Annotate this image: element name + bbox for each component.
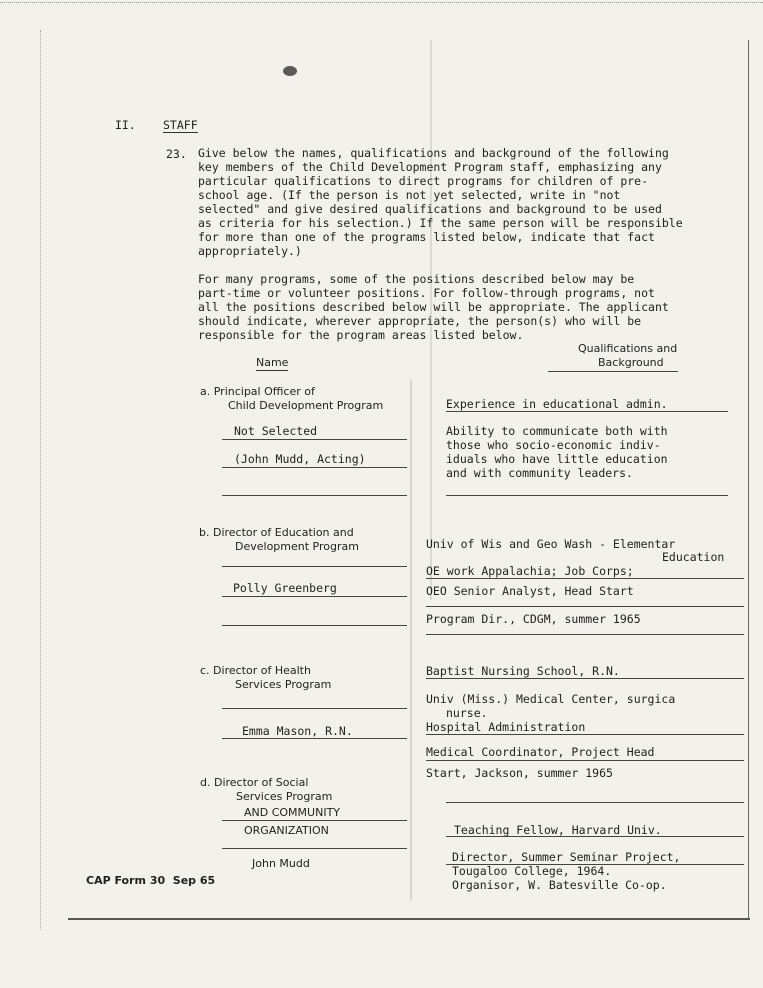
qual-rule	[446, 836, 744, 837]
bottom-border-line	[68, 918, 750, 920]
top-dotted-edge	[0, 2, 763, 3]
note-line: For many programs, some of the positions described below may be	[198, 272, 635, 286]
qualification-line: Tougaloo College, 1964.	[452, 864, 612, 878]
note-line: all the positions described below will be appropriate. The applicant	[198, 300, 669, 314]
intro-line: Give below the names, qualifications and background of the following	[198, 146, 669, 160]
section-number: II.	[115, 118, 136, 132]
position-label: b. Director of Education and	[199, 526, 354, 539]
name-rule	[222, 467, 407, 468]
qualification-line: Start, Jackson, summer 1965	[426, 766, 613, 780]
qualification-line: nurse.	[446, 706, 488, 720]
qual-rule	[426, 734, 744, 735]
qualification-line: OEO Senior Analyst, Head Start	[426, 584, 634, 598]
item-number: 23.	[166, 147, 187, 161]
qualification-line: Medical Coordinator, Project Head	[426, 745, 655, 759]
column-heading-name: Name	[256, 356, 289, 369]
name-rule	[222, 848, 407, 849]
scan-streak	[410, 380, 412, 900]
qual-rule	[426, 760, 744, 761]
name-rule	[222, 566, 407, 567]
qualification-line: Teaching Fellow, Harvard Univ.	[454, 823, 662, 837]
qualification-line: Experience in educational admin.	[446, 397, 668, 411]
qualification-line: and with community leaders.	[446, 466, 633, 480]
position-label: c. Director of Health	[200, 664, 311, 677]
position-label-handwritten: AND COMMUNITY	[244, 806, 341, 819]
intro-line: for more than one of the programs listed below, indicate that fact	[198, 230, 655, 244]
note-line: part-time or volunteer positions. For follow-through programs, not	[198, 286, 655, 300]
column-heading-qualifications: Qualifications and	[578, 342, 678, 355]
intro-line: particular qualifications to direct programs for children of pre-	[198, 174, 649, 188]
heading-rule	[548, 371, 678, 372]
person-name: John Mudd	[252, 857, 310, 870]
note-line: responsible for the program areas listed below.	[198, 328, 524, 342]
form-identifier: CAP Form 30 Sep 65	[86, 874, 216, 887]
intro-line: key members of the Child Development Program staff, emphasizing any	[198, 160, 662, 174]
name-rule	[222, 439, 407, 440]
position-label: a. Principal Officer of	[200, 385, 315, 398]
qualification-line: Univ (Miss.) Medical Center, surgica	[426, 692, 676, 706]
name-rule	[222, 738, 407, 739]
intro-line: selected" and give desired qualifications and background to be used	[198, 202, 662, 216]
qualification-line: Education	[662, 550, 725, 564]
intro-line: appropriately.)	[198, 244, 302, 258]
qual-rule	[446, 802, 744, 803]
intro-line: as criteria for his selection.) If the same person will be responsible	[198, 216, 683, 230]
position-label: Services Program	[236, 790, 333, 803]
qual-rule	[426, 606, 744, 607]
name-rule	[222, 820, 407, 821]
qualification-line: iduals who have little education	[446, 452, 668, 466]
qual-rule	[446, 411, 728, 412]
qualification-line: Hospital Administration	[426, 720, 586, 734]
column-heading-background: Background	[598, 356, 664, 369]
qualification-line: Baptist Nursing School, R.N.	[426, 664, 620, 678]
qualification-line: Organisor, W. Batesville Co-op.	[452, 878, 667, 892]
qual-rule	[426, 578, 744, 579]
intro-line: school age. (If the person is not yet selected, write in "not	[198, 188, 621, 202]
person-name: Emma Mason, R.N.	[242, 724, 353, 738]
qualification-line: OE work Appalachia; Job Corps;	[426, 564, 634, 578]
qual-rule	[446, 495, 728, 496]
position-label: Development Program	[235, 540, 359, 553]
position-label-handwritten: ORGANIZATION	[244, 824, 329, 837]
binder-hole-mark	[283, 66, 297, 76]
position-label: Child Development Program	[228, 399, 384, 412]
name-rule	[222, 708, 407, 709]
right-border-line	[748, 40, 749, 920]
section-title: STAFF	[163, 118, 198, 132]
person-name: Polly Greenberg	[233, 581, 337, 595]
left-dotted-edge	[40, 30, 41, 930]
qualification-line: those who socio-economic indiv-	[446, 438, 661, 452]
name-rule	[222, 625, 407, 626]
position-label: Services Program	[235, 678, 332, 691]
qual-rule	[426, 678, 744, 679]
qualification-line: Director, Summer Seminar Project,	[452, 850, 681, 864]
qualification-line: Univ of Wis and Geo Wash - Elementar	[426, 537, 676, 551]
person-name-acting: (John Mudd, Acting)	[234, 452, 366, 466]
name-rule	[222, 495, 407, 496]
qualification-line: Program Dir., CDGM, summer 1965	[426, 612, 641, 626]
qual-rule	[426, 634, 744, 635]
name-rule	[222, 596, 407, 597]
position-label: d. Director of Social	[200, 776, 309, 789]
person-name: Not Selected	[234, 424, 318, 438]
note-line: should indicate, wherever appropriate, the person(s) who will be	[198, 314, 642, 328]
qualification-line: Ability to communicate both with	[446, 424, 668, 438]
